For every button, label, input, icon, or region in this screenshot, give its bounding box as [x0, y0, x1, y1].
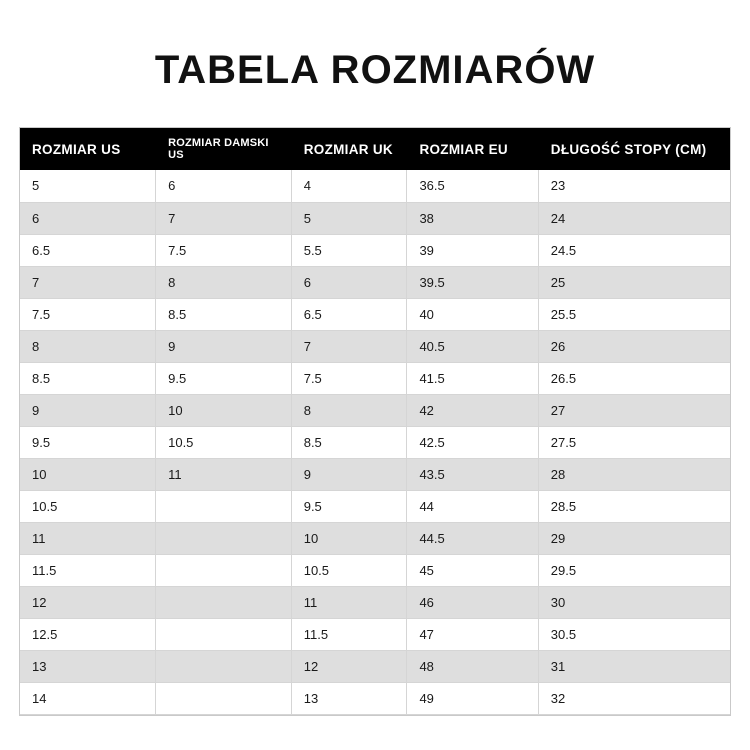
table-body	[20, 170, 730, 714]
cell-women-us: 8.5	[156, 298, 292, 330]
cell-us: 10.5	[20, 490, 156, 522]
table-row	[20, 202, 730, 234]
cell-eu: 46	[407, 586, 538, 618]
cell-eu: 40	[407, 298, 538, 330]
cell-eu: 48	[407, 650, 538, 682]
cell-foot-length: 29.5	[538, 554, 730, 586]
table-row	[20, 554, 730, 586]
cell-eu: 45	[407, 554, 538, 586]
cell-us: 12	[20, 586, 156, 618]
cell-eu: 49	[407, 682, 538, 714]
cell-us: 5	[20, 170, 156, 202]
cell-eu: 40.5	[407, 330, 538, 362]
table-row	[20, 522, 730, 554]
cell-women-us-empty	[156, 554, 292, 586]
cell-us: 6	[20, 202, 156, 234]
cell-eu: 39	[407, 234, 538, 266]
table-row	[20, 330, 730, 362]
cell-foot-length: 27.5	[538, 426, 730, 458]
table-row	[20, 458, 730, 490]
cell-foot-length: 25	[538, 266, 730, 298]
cell-women-us: 7.5	[156, 234, 292, 266]
table-row	[20, 298, 730, 330]
cell-uk: 5	[291, 202, 407, 234]
cell-uk: 13	[291, 682, 407, 714]
column-header-eu: ROZMIAR EU	[407, 128, 538, 170]
cell-foot-length: 28	[538, 458, 730, 490]
table-row	[20, 618, 730, 650]
table-row	[20, 362, 730, 394]
cell-eu: 41.5	[407, 362, 538, 394]
page-title: TABELA ROZMIARÓW	[154, 48, 596, 92]
table-row	[20, 490, 730, 522]
cell-foot-length: 30.5	[538, 618, 730, 650]
cell-uk: 4	[291, 170, 407, 202]
cell-us: 11	[20, 522, 156, 554]
cell-us: 8	[20, 330, 156, 362]
cell-women-us: 8	[156, 266, 292, 298]
cell-us: 11.5	[20, 554, 156, 586]
cell-women-us: 7	[156, 202, 292, 234]
cell-women-us: 10	[156, 394, 292, 426]
cell-women-us: 9	[156, 330, 292, 362]
cell-uk: 6.5	[291, 298, 407, 330]
cell-foot-length: 30	[538, 586, 730, 618]
cell-foot-length: 25.5	[538, 298, 730, 330]
cell-uk: 11.5	[291, 618, 407, 650]
table-header-row	[20, 128, 730, 170]
table-row	[20, 586, 730, 618]
cell-uk: 12	[291, 650, 407, 682]
cell-women-us-empty	[156, 650, 292, 682]
cell-foot-length: 32	[538, 682, 730, 714]
cell-uk: 10.5	[291, 554, 407, 586]
cell-uk: 10	[291, 522, 407, 554]
cell-women-us-empty	[156, 522, 292, 554]
table-row	[20, 234, 730, 266]
table-row	[20, 394, 730, 426]
cell-foot-length: 27	[538, 394, 730, 426]
cell-women-us: 9.5	[156, 362, 292, 394]
cell-foot-length: 24.5	[538, 234, 730, 266]
cell-women-us: 10.5	[156, 426, 292, 458]
cell-us: 9.5	[20, 426, 156, 458]
table-row	[20, 426, 730, 458]
cell-women-us: 6	[156, 170, 292, 202]
cell-us: 7.5	[20, 298, 156, 330]
column-header-uk: ROZMIAR UK	[291, 128, 407, 170]
cell-uk: 7.5	[291, 362, 407, 394]
cell-us: 9	[20, 394, 156, 426]
cell-eu: 47	[407, 618, 538, 650]
cell-women-us-empty	[156, 682, 292, 714]
table-row	[20, 266, 730, 298]
cell-uk: 5.5	[291, 234, 407, 266]
cell-foot-length: 29	[538, 522, 730, 554]
cell-eu: 42.5	[407, 426, 538, 458]
cell-foot-length: 31	[538, 650, 730, 682]
cell-eu: 36.5	[407, 170, 538, 202]
cell-women-us-empty	[156, 490, 292, 522]
cell-foot-length: 26	[538, 330, 730, 362]
cell-uk: 8.5	[291, 426, 407, 458]
cell-uk: 9.5	[291, 490, 407, 522]
cell-us: 13	[20, 650, 156, 682]
size-table-container	[19, 127, 731, 716]
column-header-foot-length: DŁUGOŚĆ STOPY (CM)	[538, 128, 730, 170]
cell-eu: 38	[407, 202, 538, 234]
cell-foot-length: 24	[538, 202, 730, 234]
cell-uk: 11	[291, 586, 407, 618]
cell-us: 8.5	[20, 362, 156, 394]
table-row	[20, 650, 730, 682]
table-row	[20, 682, 730, 714]
cell-us: 6.5	[20, 234, 156, 266]
table-header	[20, 128, 730, 170]
cell-uk: 6	[291, 266, 407, 298]
cell-us: 10	[20, 458, 156, 490]
cell-women-us-empty	[156, 586, 292, 618]
cell-foot-length: 26.5	[538, 362, 730, 394]
cell-uk: 9	[291, 458, 407, 490]
column-header-us: ROZMIAR US	[20, 128, 156, 170]
cell-eu: 42	[407, 394, 538, 426]
cell-us: 14	[20, 682, 156, 714]
cell-eu: 44	[407, 490, 538, 522]
cell-uk: 8	[291, 394, 407, 426]
cell-eu: 39.5	[407, 266, 538, 298]
cell-women-us: 11	[156, 458, 292, 490]
cell-women-us-empty	[156, 618, 292, 650]
cell-uk: 7	[291, 330, 407, 362]
column-header-women-us: ROZMIAR DAMSKI US	[156, 128, 292, 170]
size-table	[20, 128, 730, 715]
cell-eu: 43.5	[407, 458, 538, 490]
cell-foot-length: 23	[538, 170, 730, 202]
cell-eu: 44.5	[407, 522, 538, 554]
table-row	[20, 170, 730, 202]
cell-foot-length: 28.5	[538, 490, 730, 522]
cell-us: 7	[20, 266, 156, 298]
cell-us: 12.5	[20, 618, 156, 650]
